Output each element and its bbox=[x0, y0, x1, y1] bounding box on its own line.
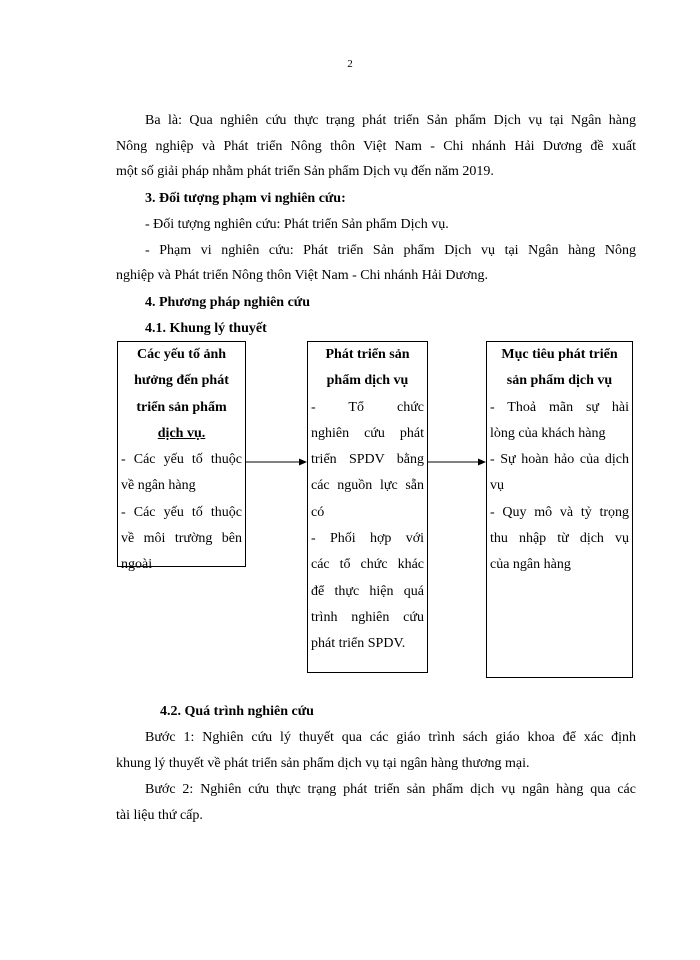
box1-body-3: - Các yếu tố thuộc bbox=[121, 504, 242, 520]
box3-body-4: vụ bbox=[490, 478, 504, 494]
box2-body-3: triển SPDV bằng bbox=[311, 452, 424, 468]
section3-item-1: - Đối tượng nghiên cứu: Phát triển Sản phẩm Dịch vụ. bbox=[145, 217, 449, 232]
box1-body-2: về ngân hàng bbox=[121, 478, 196, 494]
box2-body-9: trình nghiên cứu bbox=[311, 609, 424, 625]
section3-item-2-line-2: nghiệp và Phát triển Nông thôn Việt Nam - Chi nhánh Hải Dương. bbox=[116, 268, 489, 283]
section4-sub-2: 4.2. Quá trình nghiên cứu bbox=[160, 704, 314, 719]
page-number: 2 bbox=[347, 58, 353, 70]
box3-body-1: - Thoả mãn sự hài bbox=[490, 399, 629, 415]
box2-body-7: các tổ chức khác bbox=[311, 557, 424, 573]
box2-body-4: các nguồn lực sẵn bbox=[311, 478, 424, 494]
section3-item-2-line-1: - Phạm vi nghiên cứu: Phát triển Sản phẩm Dịch vụ tại Ngân hàng Nông bbox=[145, 243, 636, 258]
para1-line-3: một số giải pháp nhằm phát triển Sản phẩm Dịch vụ đến năm 2019. bbox=[116, 164, 494, 179]
section4-sub-1: 4.1. Khung lý thuyết bbox=[145, 321, 267, 336]
box1-body-5: ngoài bbox=[121, 557, 153, 573]
arrow-2 bbox=[428, 459, 486, 466]
section4-heading: 4. Phương pháp nghiên cứu bbox=[145, 295, 310, 310]
step1-line-1: Bước 1: Nghiên cứu lý thuyết qua các giáo trình sách giáo khoa để xác định bbox=[145, 730, 636, 745]
box2-title-2: phẩm dịch vụ bbox=[326, 373, 409, 389]
para1-line-1: Ba là: Qua nghiên cứu thực trạng phát triển Sản phẩm Dịch vụ tại Ngân hàng bbox=[145, 113, 636, 128]
box2-body-1: - Tổ chức bbox=[311, 399, 424, 415]
para1-line-2: Nông nghiệp và Phát triển Nông thôn Việt Nam - Chi nhánh Hải Dương đề xuất bbox=[116, 139, 636, 154]
box3-body-3: - Sự hoàn hảo của dịch bbox=[490, 452, 629, 468]
box2-body-2: nghiên cứu phát bbox=[311, 425, 424, 441]
box1-title-4: dịch vụ. bbox=[157, 425, 206, 441]
box3-body-5: - Quy mô và tỷ trọng bbox=[490, 504, 629, 520]
arrow-1 bbox=[246, 459, 307, 466]
step2-line-2: tài liệu thứ cấp. bbox=[116, 808, 203, 823]
box2-body-5: có bbox=[311, 504, 325, 520]
box3-body-2: lòng của khách hàng bbox=[490, 425, 606, 441]
step2-line-1: Bước 2: Nghiên cứu thực trạng phát triển sản phẩm dịch vụ ngân hàng qua các bbox=[145, 782, 636, 797]
box2-title-1: Phát triển sản bbox=[325, 347, 410, 362]
box1-body-1: - Các yếu tố thuộc bbox=[121, 452, 242, 468]
box1-title-3: triển sản phẩm bbox=[136, 399, 227, 415]
box1-title-1: Các yếu tố ảnh bbox=[136, 347, 227, 362]
box3-body-7: của ngân hàng bbox=[490, 557, 571, 573]
section3-heading: 3. Đối tượng phạm vi nghiên cứu: bbox=[145, 191, 346, 206]
box2-body-8: để thực hiện quá bbox=[311, 583, 424, 599]
box2-body-10: phát triển SPDV. bbox=[311, 636, 406, 652]
box1-title-2: hưởng đến phát bbox=[134, 373, 229, 389]
box3-title-2: sản phẩm dịch vụ bbox=[506, 373, 613, 389]
box3-body-6: thu nhập từ dịch vụ bbox=[490, 531, 629, 547]
box2-body-6: - Phối hợp với bbox=[311, 531, 424, 547]
step1-line-2: khung lý thuyết về phát triển sản phẩm dịch vụ tại ngân hàng thương mại. bbox=[116, 756, 530, 771]
box3-title-1: Mục tiêu phát triển bbox=[501, 347, 618, 362]
box1-body-4: về môi trường bên bbox=[121, 531, 242, 547]
